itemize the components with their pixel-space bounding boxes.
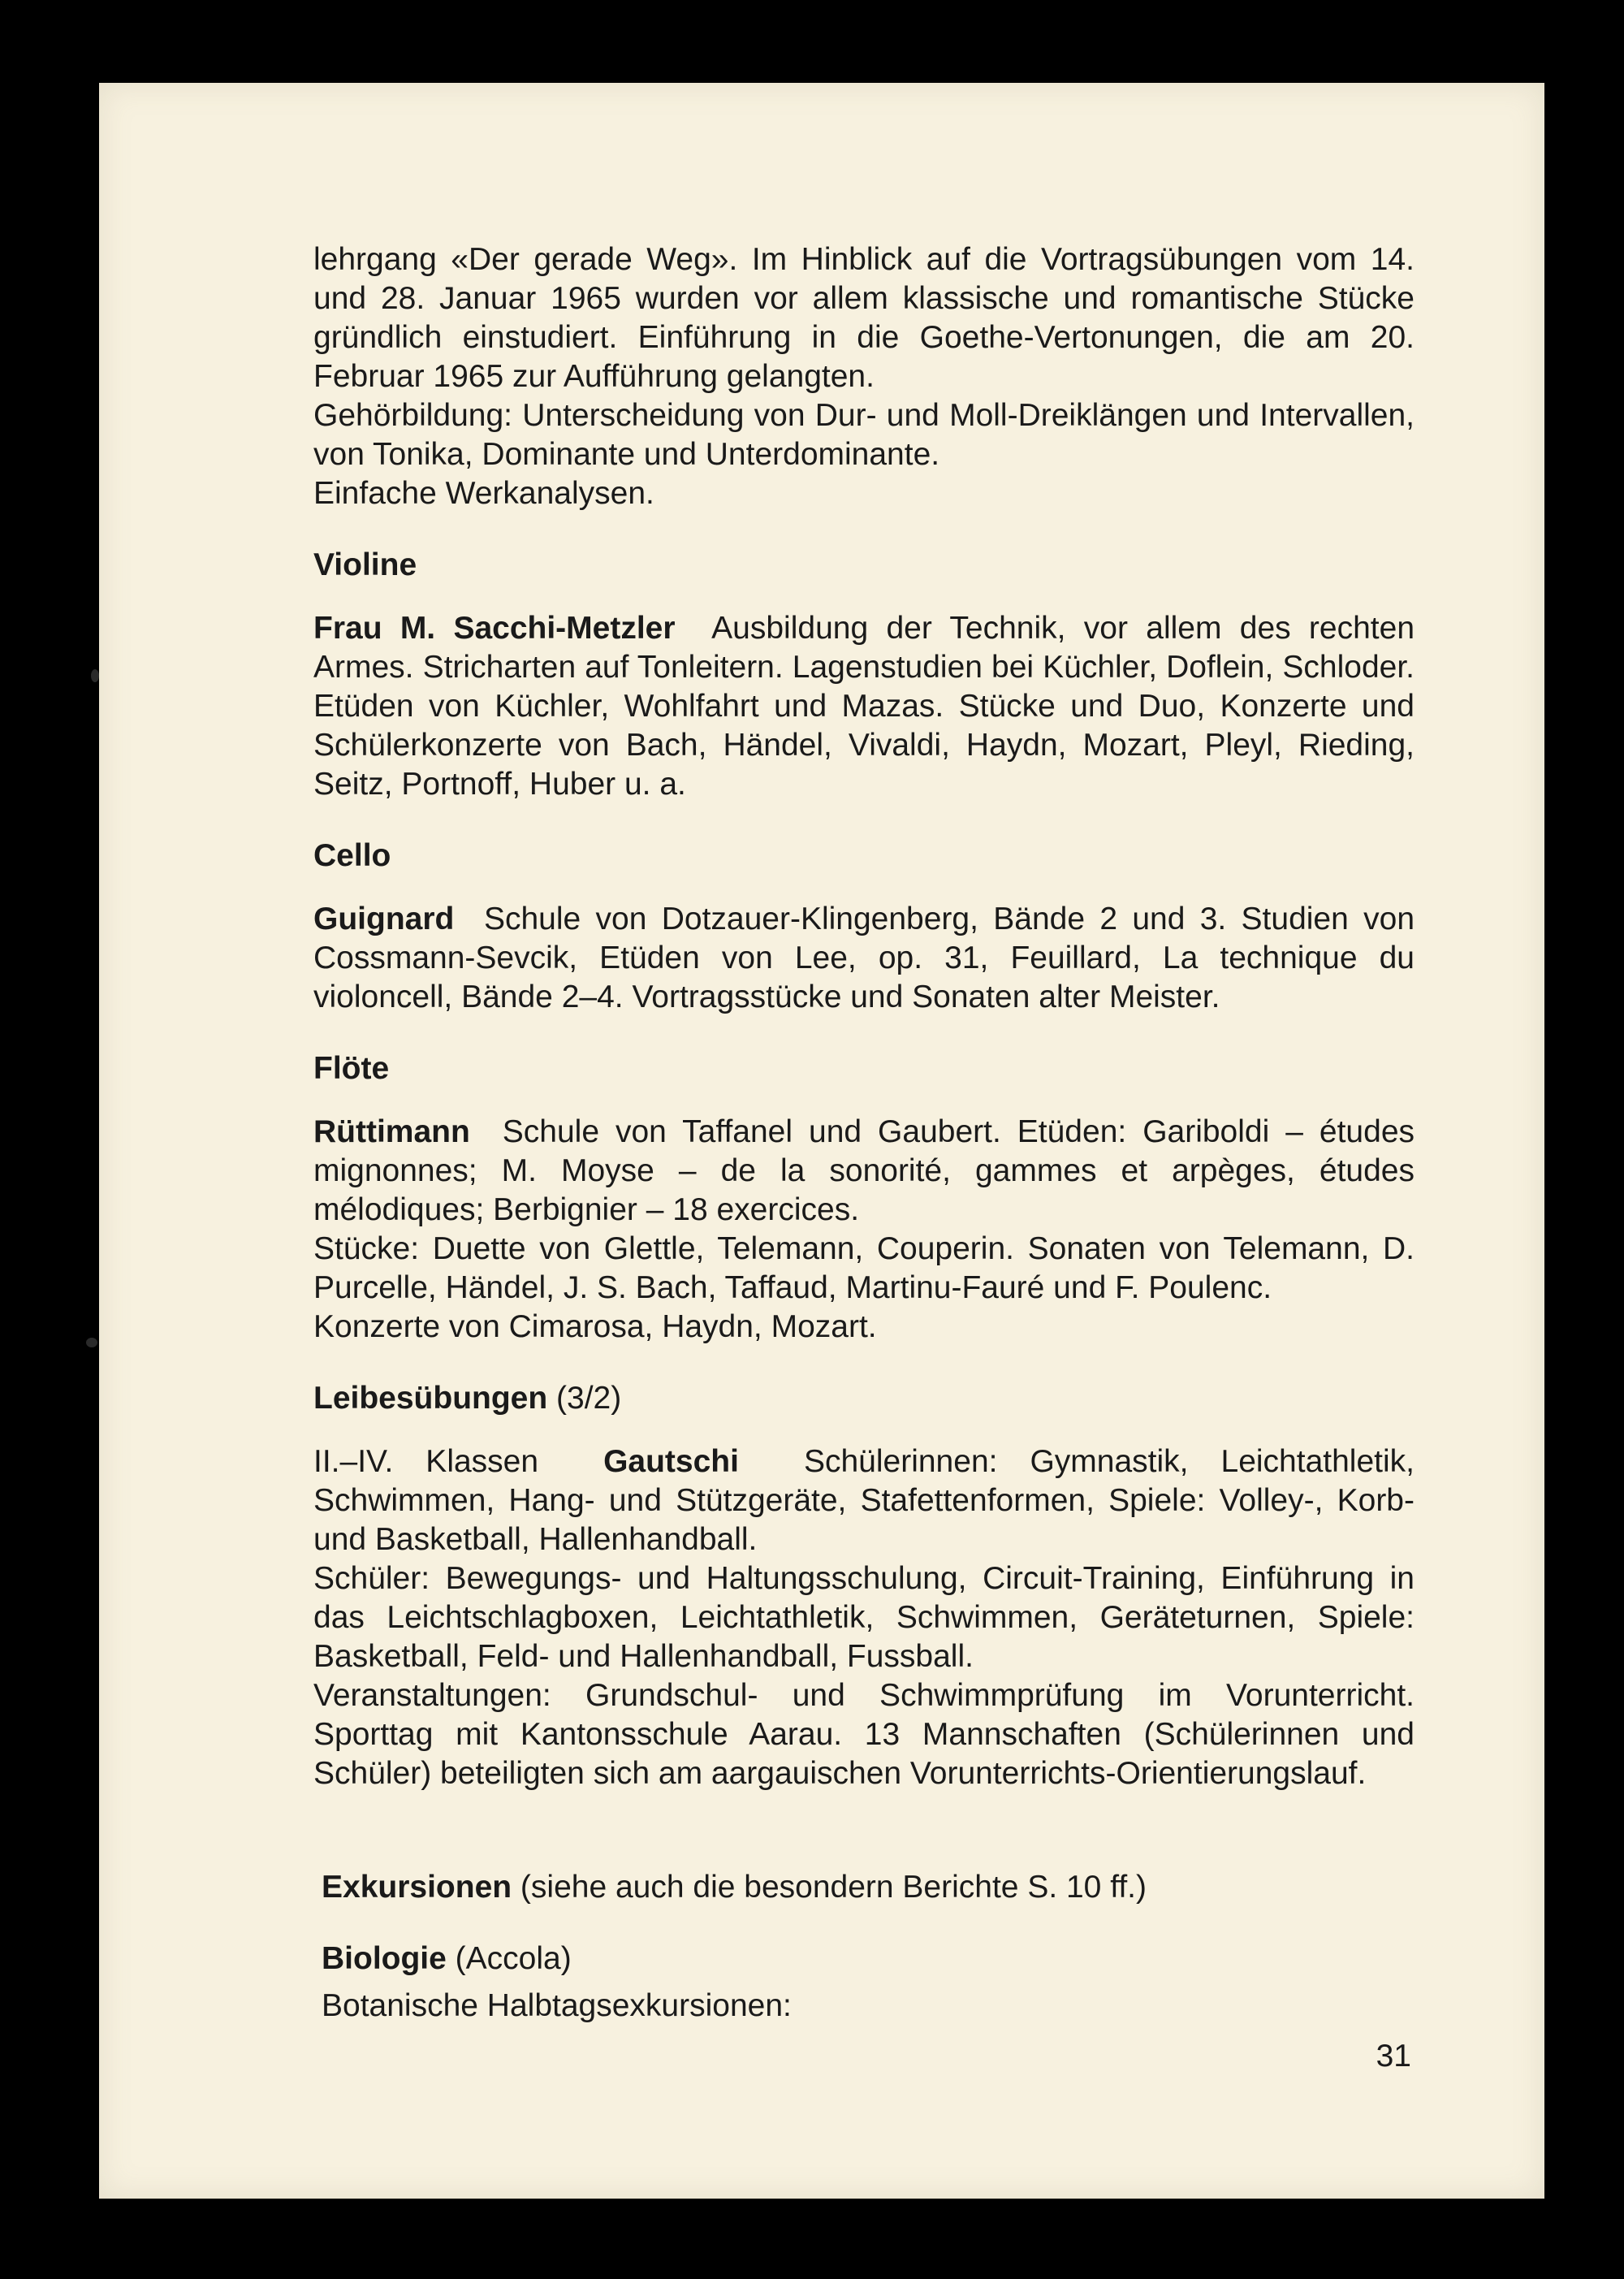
document-body	[313, 240, 1415, 2026]
biologie-heading-suffix: (Accola)	[446, 1941, 572, 1976]
intro-paragraph-3: Einfache Werkanalysen.	[313, 476, 654, 511]
cello-heading: Cello	[313, 838, 391, 873]
biologie-heading	[322, 1940, 1415, 1978]
leibesuebungen-section	[313, 1379, 1415, 1793]
exkursionen-heading-suffix: (siehe auch die besondern Berichte S. 10 ff.)	[512, 1870, 1147, 1905]
violine-section	[313, 546, 1415, 804]
floete-paragraph	[313, 1113, 1415, 1230]
exkursionen-heading-text: Exkursionen	[322, 1870, 512, 1905]
floete-heading: Flöte	[313, 1051, 390, 1086]
violine-text: Ausbildung der Technik, vor allem des rechten Armes. Stricharten auf Tonleitern. Lagenstudien bei Küchler, Doflein, Schloder. Etüden von Küchler, Wohlfahrt und Mazas. Stücke und Duo, Konzerte und Schülerkonzerte von Bach, Händel, Vivaldi, Haydn, Mozart, Pleyl, Rieding, Seitz, Portnoff, Huber u. a.	[313, 611, 1415, 802]
leibesuebungen-heading	[313, 1379, 1415, 1418]
exkursionen-section	[313, 1868, 1415, 2026]
leibesuebungen-veranstaltungen: Veranstaltungen: Grundschul- und Schwimmprüfung im Vorunterricht. Sporttag mit Kantonsschule Aarau. 13 Mannschaften (Schülerinnen und Schüler) beteiligten sich am aargauischen Vorunterrichts-Orientierungslauf.	[313, 1678, 1415, 1791]
violine-heading: Violine	[313, 547, 417, 582]
intro-section	[313, 240, 1415, 513]
violine-paragraph	[313, 609, 1415, 804]
biologie-heading-text: Biologie	[322, 1941, 447, 1976]
cello-text: Schule von Dotzauer-Klingenberg, Bände 2 und 3. Studien von Cossmann-Sevcik, Etüden von Lee, op. 31, Feuillard, La technique du violoncell, Bände 2–4. Vortragsstücke und Sonaten alter Meister.	[313, 902, 1415, 1014]
paper-speck	[86, 1338, 97, 1347]
paper-speck	[91, 669, 99, 682]
cello-paragraph	[313, 900, 1415, 1017]
intro-paragraph-1: lehrgang «Der gerade Weg». Im Hinblick auf die Vortragsübungen vom 14. und 28. Januar 1965 wurden vor allem klassische und romantische Stücke gründlich einstudiert. Einführung in die Goethe-Vertonungen, die am 20. Februar 1965 zur Aufführung gelangten.	[313, 242, 1415, 394]
cello-section	[313, 837, 1415, 1017]
floete-stuecke: Stücke: Duette von Glettle, Telemann, Couperin. Sonaten von Telemann, D. Purcelle, Händel, J. S. Bach, Taffaud, Martinu-Fauré und F. Poulenc.	[313, 1231, 1415, 1305]
floete-section	[313, 1049, 1415, 1347]
intro-paragraph-2: Gehörbildung: Unterscheidung von Dur- und Moll-Dreiklängen und Intervallen, von Tonika, Dominante und Unterdominante.	[313, 398, 1415, 472]
exkursionen-heading	[322, 1868, 1415, 1907]
floete-text: Schule von Taffanel und Gaubert. Etüden: Gariboldi – études mignonnes; M. Moyse – de la sonorité, gammes et arpèges, études mélodiques; Berbignier – 18 exercices.	[313, 1114, 1415, 1227]
page-number: 31	[1376, 2039, 1411, 2074]
leibesuebungen-teacher: Gautschi	[603, 1444, 739, 1479]
cello-teacher: Guignard	[313, 902, 455, 936]
leibesuebungen-paragraph	[313, 1442, 1415, 1559]
violine-teacher: Frau M. Sacchi-Metzler	[313, 611, 676, 646]
leibesuebungen-heading-suffix: (3/2)	[547, 1381, 622, 1416]
floete-konzerte: Konzerte von Cimarosa, Haydn, Mozart.	[313, 1309, 877, 1344]
leibesuebungen-schueler: Schüler: Bewegungs- und Haltungsschulung, Circuit-Training, Einführung in das Leichtschlagboxen, Leichtathletik, Schwimmen, Geräteturnen, Spiele: Basketball, Feld- und Hallenhandball, Fussball.	[313, 1561, 1415, 1674]
biologie-text: Botanische Halbtagsexkursionen:	[322, 1988, 792, 2023]
leibesuebungen-heading-text: Leibesübungen	[313, 1381, 548, 1416]
leibesuebungen-classes: II.–IV. Klassen	[313, 1444, 539, 1479]
floete-teacher: Rüttimann	[313, 1114, 470, 1149]
leibesuebungen-schuelerinnen: Schülerinnen: Gymnastik, Leichtathletik, Schwimmen, Hang- und Stützgeräte, Stafettenformen, Spiele: Volley-, Korb- und Basketball, Hallenhandball.	[313, 1444, 1415, 1557]
